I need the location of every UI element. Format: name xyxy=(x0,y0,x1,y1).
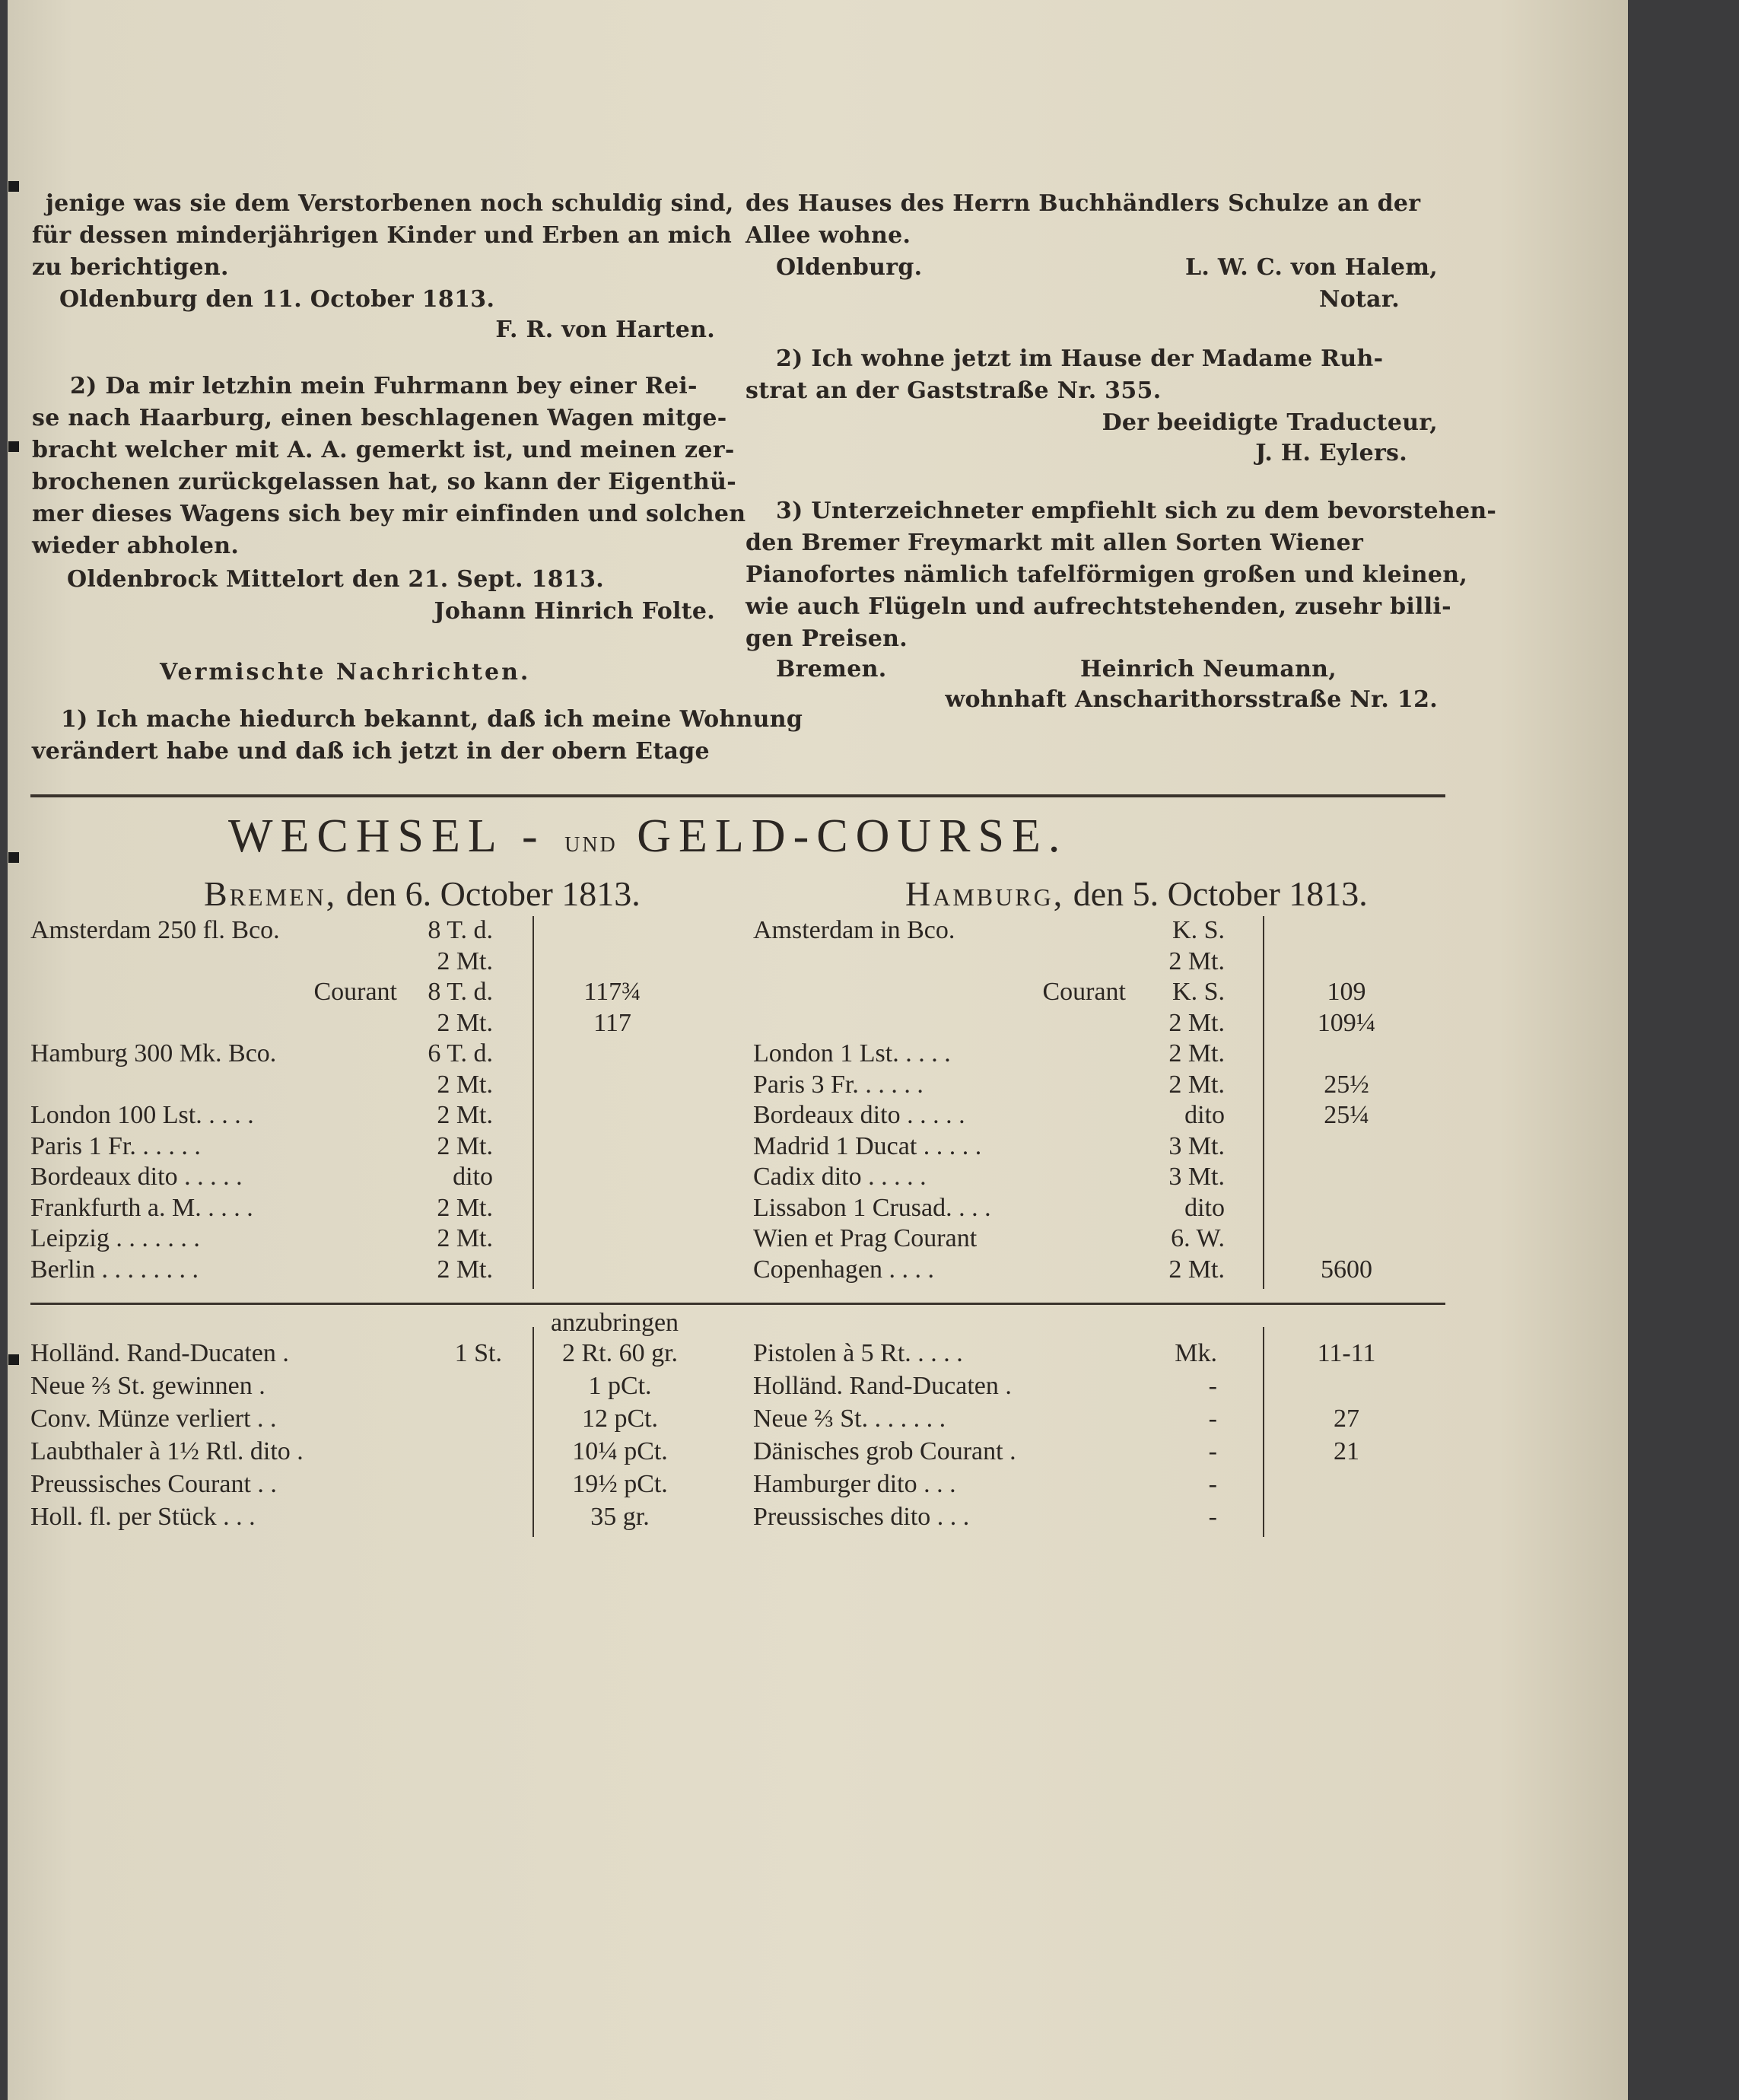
signature-title: Notar. xyxy=(1318,286,1400,313)
text-line: strat an der Gaststraße Nr. 355. xyxy=(746,377,1162,404)
text-line: gen Preisen. xyxy=(746,625,908,652)
cell-item: Wien et Prag Courant xyxy=(753,1224,978,1252)
anzubringen-label: anzubringen xyxy=(551,1309,679,1337)
title-part: und xyxy=(564,824,618,858)
cell-item: Bordeaux dito . . . . . xyxy=(30,1163,243,1191)
place: Bremen. xyxy=(776,656,887,682)
cell-val: 19½ pCt. xyxy=(572,1470,668,1498)
city-date: den 5. October 1813. xyxy=(1073,874,1368,913)
signature: L. W. C. von Halem, xyxy=(1185,254,1438,281)
cell-term: 8 T. d. xyxy=(428,916,493,944)
cell-term: 2 Mt. xyxy=(437,1255,493,1284)
cell-val: 109 xyxy=(1327,978,1366,1006)
table-rule xyxy=(1263,916,1264,1289)
cell-term: 2 Mt. xyxy=(437,947,493,975)
cell-item: Conv. Münze verliert . . xyxy=(30,1405,277,1433)
cell-term: dito xyxy=(453,1163,493,1191)
cell-val: 25½ xyxy=(1324,1070,1369,1099)
cell-term: 2 Mt. xyxy=(437,1131,493,1160)
cell-item: Amsterdam 250 fl. Bco. xyxy=(30,916,280,944)
cell-item: London 100 Lst. . . . . xyxy=(30,1101,254,1129)
signature: J. H. Eylers. xyxy=(1255,440,1407,466)
cell-item: Neue ⅔ St. gewinnen . xyxy=(30,1372,265,1400)
cell-item: Laubthaler à 1½ Rtl. dito . xyxy=(30,1437,304,1465)
exchange-title xyxy=(228,810,1067,864)
text-line: Allee wohne. xyxy=(746,222,911,249)
signature: Heinrich Neumann, xyxy=(1080,656,1337,682)
cell-term: 3 Mt. xyxy=(1168,1163,1225,1191)
cell-val: 11-11 xyxy=(1317,1339,1376,1367)
table-rule xyxy=(30,1303,1445,1305)
cell-item: Hamburger dito . . . xyxy=(753,1470,956,1498)
cell-term: 2 Mt. xyxy=(1168,1070,1225,1099)
signature: Der beeidigte Traducteur, xyxy=(1102,409,1438,436)
text-line: wie auch Flügeln und aufrechtstehenden, zusehr billi- xyxy=(746,593,1451,620)
cell-term: 2 Mt. xyxy=(437,1070,493,1099)
table-rule xyxy=(1263,1327,1264,1537)
hamburg-heading xyxy=(905,873,1368,914)
cell-val: 35 gr. xyxy=(590,1503,650,1531)
cell-term: 8 T. d. xyxy=(428,978,493,1006)
cell-item: Courant xyxy=(1042,978,1126,1006)
table-rule xyxy=(533,1327,534,1537)
cell-item: Preussisches dito . . . xyxy=(753,1503,970,1531)
cell-item: Paris 3 Fr. . . . . . xyxy=(753,1070,924,1099)
city-date: den 6. October 1813. xyxy=(345,874,641,913)
cell-item: Amsterdam in Bco. xyxy=(753,916,955,944)
cell-term: 3 Mt. xyxy=(1168,1131,1225,1160)
cell-val: 5600 xyxy=(1321,1255,1372,1284)
text-line: zu berichtigen. xyxy=(32,254,229,281)
cell-item: Holländ. Rand-Ducaten . xyxy=(30,1339,289,1367)
cell-val: 109¼ xyxy=(1317,1008,1376,1037)
text-line: mer dieses Wagens sich bey mir einfinden und solchen xyxy=(32,501,746,527)
cell-item: Dänisches grob Courant . xyxy=(753,1437,1016,1465)
cell-term: K. S. xyxy=(1172,978,1225,1006)
binding-mark xyxy=(8,852,19,863)
cell-val: 27 xyxy=(1334,1405,1359,1433)
cell-item: London 1 Lst. . . . . xyxy=(753,1039,951,1068)
place-date: Oldenbrock Mittelort den 21. Sept. 1813. xyxy=(67,566,604,593)
text-line: brochenen zurückgelassen hat, so kann der Eigenthü- xyxy=(32,469,736,495)
cell-val: 12 pCt. xyxy=(581,1405,659,1433)
cell-item: Holländ. Rand-Ducaten . xyxy=(753,1372,1012,1400)
cell-item: Courant xyxy=(313,978,397,1006)
cell-term: - xyxy=(1208,1372,1217,1400)
text-line: des Hauses des Herrn Buchhändlers Schulze an der xyxy=(746,190,1421,217)
cell-term: 2 Mt. xyxy=(437,1193,493,1222)
cell-val: 1 pCt. xyxy=(588,1372,652,1400)
text-line: jenige was sie dem Verstorbenen noch schuldig sind, xyxy=(46,190,734,217)
cell-term: 2 Mt. xyxy=(437,1008,493,1037)
title-part: WECHSEL xyxy=(228,810,503,862)
cell-item: Preussisches Courant . . xyxy=(30,1470,277,1498)
text-line: den Bremer Freymarkt mit allen Sorten Wiener xyxy=(746,530,1364,556)
bremen-heading xyxy=(204,873,641,914)
cell-term: 2 Mt. xyxy=(437,1224,493,1252)
cell-term: K. S. xyxy=(1172,916,1225,944)
city-name: Bremen, xyxy=(204,874,338,913)
place-date: Oldenburg den 11. October 1813. xyxy=(59,286,495,313)
cell-item: Copenhagen . . . . xyxy=(753,1255,934,1284)
cell-item: Paris 1 Fr. . . . . . xyxy=(30,1131,201,1160)
separator-rule xyxy=(30,794,1445,797)
binding-mark xyxy=(8,181,19,192)
cell-term: - xyxy=(1208,1470,1217,1498)
cell-val: 25¼ xyxy=(1324,1101,1369,1129)
binding-mark xyxy=(8,441,19,452)
cell-item: Bordeaux dito . . . . . xyxy=(753,1101,965,1129)
newspaper-page xyxy=(8,0,1628,2100)
text-line: se nach Haarburg, einen beschlagenen Wagen mitge- xyxy=(32,405,727,431)
text-line: Pianofortes nämlich tafelförmigen großen und kleinen, xyxy=(746,562,1468,588)
cell-item: Madrid 1 Ducat . . . . . xyxy=(753,1131,982,1160)
cell-term: 2 Mt. xyxy=(1168,1039,1225,1068)
text-line: verändert habe und daß ich jetzt in der obern Etage xyxy=(32,738,710,765)
cell-term: Mk. xyxy=(1175,1339,1217,1367)
cell-item: Pistolen à 5 Rt. . . . . xyxy=(753,1339,963,1367)
cell-term: - xyxy=(1208,1503,1217,1531)
cell-val: 21 xyxy=(1334,1437,1359,1465)
signature: Johann Hinrich Folte. xyxy=(434,598,715,625)
cell-term: 2 Mt. xyxy=(1168,1008,1225,1037)
cell-term: dito xyxy=(1184,1101,1225,1129)
signature: F. R. von Harten. xyxy=(495,317,715,343)
table-rule xyxy=(533,916,534,1289)
cell-term: 2 Mt. xyxy=(1168,947,1225,975)
cell-term: 6. W. xyxy=(1171,1224,1225,1252)
cell-item: Leipzig . . . . . . . xyxy=(30,1224,200,1252)
cell-val: 2 Rt. 60 gr. xyxy=(561,1339,679,1367)
cell-val: 10¼ pCt. xyxy=(572,1437,668,1465)
signature: wohnhaft Anscharithorsstraße Nr. 12. xyxy=(945,686,1438,713)
cell-term: - xyxy=(1208,1437,1217,1465)
cell-term: - xyxy=(1208,1405,1217,1433)
title-part: - xyxy=(521,810,545,862)
text-line: für dessen minderjährigen Kinder und Erben an mich xyxy=(32,222,733,249)
cell-term: 6 T. d. xyxy=(428,1039,493,1068)
text-line: 3) Unterzeichneter empfiehlt sich zu dem bevorstehen- xyxy=(776,498,1497,524)
cell-val: 117¾ xyxy=(583,978,641,1006)
cell-item: Frankfurth a. M. . . . . xyxy=(30,1193,253,1222)
cell-term: 2 Mt. xyxy=(1168,1255,1225,1284)
cell-item: Hamburg 300 Mk. Bco. xyxy=(30,1039,277,1068)
cell-val: 117 xyxy=(593,1008,631,1037)
cell-item: Berlin . . . . . . . . xyxy=(30,1255,199,1284)
binding-mark xyxy=(8,1354,19,1365)
cell-item: Lissabon 1 Crusad. . . . xyxy=(753,1193,991,1222)
place: Oldenburg. xyxy=(776,254,923,281)
cell-item: Neue ⅔ St. . . . . . . xyxy=(753,1405,946,1433)
cell-item: Cadix dito . . . . . xyxy=(753,1163,927,1191)
title-part: GELD-COURSE. xyxy=(637,810,1068,862)
cell-term: 1 St. xyxy=(454,1339,502,1367)
text-line: 2) Da mir letzhin mein Fuhrmann bey einer Rei- xyxy=(70,373,698,399)
cell-term: 2 Mt. xyxy=(437,1101,493,1129)
section-heading: Vermischte Nachrichten. xyxy=(160,659,531,686)
text-line: bracht welcher mit A. A. gemerkt ist, und meinen zer- xyxy=(32,437,735,463)
cell-item: Holl. fl. per Stück . . . xyxy=(30,1503,256,1531)
text-line: wieder abholen. xyxy=(32,533,240,559)
text-line: 1) Ich mache hiedurch bekannt, daß ich meine Wohnung xyxy=(61,706,803,733)
text-line: 2) Ich wohne jetzt im Hause der Madame Ruh- xyxy=(776,345,1384,372)
cell-term: dito xyxy=(1184,1193,1225,1222)
city-name: Hamburg, xyxy=(905,874,1065,913)
